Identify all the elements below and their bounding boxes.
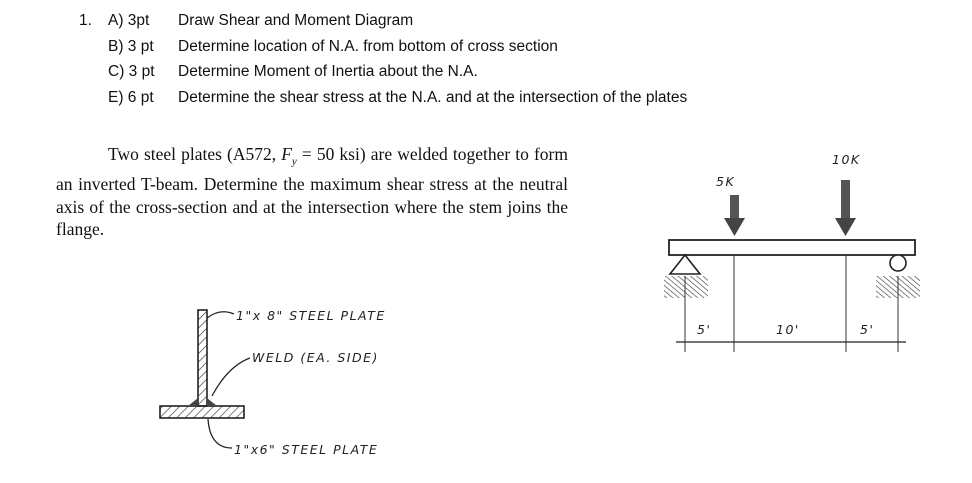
- part-text: Draw Shear and Moment Diagram: [178, 12, 414, 29]
- load-arrow-left: [724, 195, 745, 236]
- pin-support-left: [670, 255, 700, 274]
- load-right-label: 10K: [832, 152, 861, 167]
- beam: [669, 240, 915, 255]
- label-weld: WELD (EA. SIDE): [252, 350, 379, 365]
- part-label: C) 3 pt: [108, 63, 155, 80]
- part-text: Determine Moment of Inertia about the N.A.: [178, 63, 478, 80]
- label-top-plate: 1"x 8" STEEL PLATE: [236, 308, 386, 323]
- load-arrow-right: [835, 180, 856, 236]
- problem-text-b: = 50 ksi) are welded together to form an inverted T-beam. Determine the maximum shear stress at the neutral axis of the cross-section and at the intersection where the stem joins the flange.: [56, 144, 568, 239]
- part-label: E) 6 pt: [108, 88, 154, 106]
- span-right-label: 5': [860, 322, 875, 337]
- span-mid-label: 10': [776, 322, 800, 337]
- span-left-label: 5': [697, 322, 712, 337]
- ground-left: [664, 276, 708, 298]
- part-label: A) 3pt: [108, 12, 150, 29]
- part-label: B) 3 pt: [108, 37, 154, 55]
- fy-symbol: F: [281, 144, 292, 164]
- label-bottom-plate: 1"x6" STEEL PLATE: [234, 442, 379, 457]
- roller-support-right: [890, 255, 906, 271]
- load-left-label: 5K: [716, 174, 736, 189]
- part-text: Determine location of N.A. from bottom of cross section: [178, 37, 558, 55]
- fy-subscript: y: [291, 155, 297, 168]
- part-text: Determine the shear stress at the N.A. and at the intersection of the plates: [178, 88, 688, 106]
- problem-text-a: Two steel plates (A572,: [108, 144, 282, 164]
- question-number: 1.: [79, 12, 92, 29]
